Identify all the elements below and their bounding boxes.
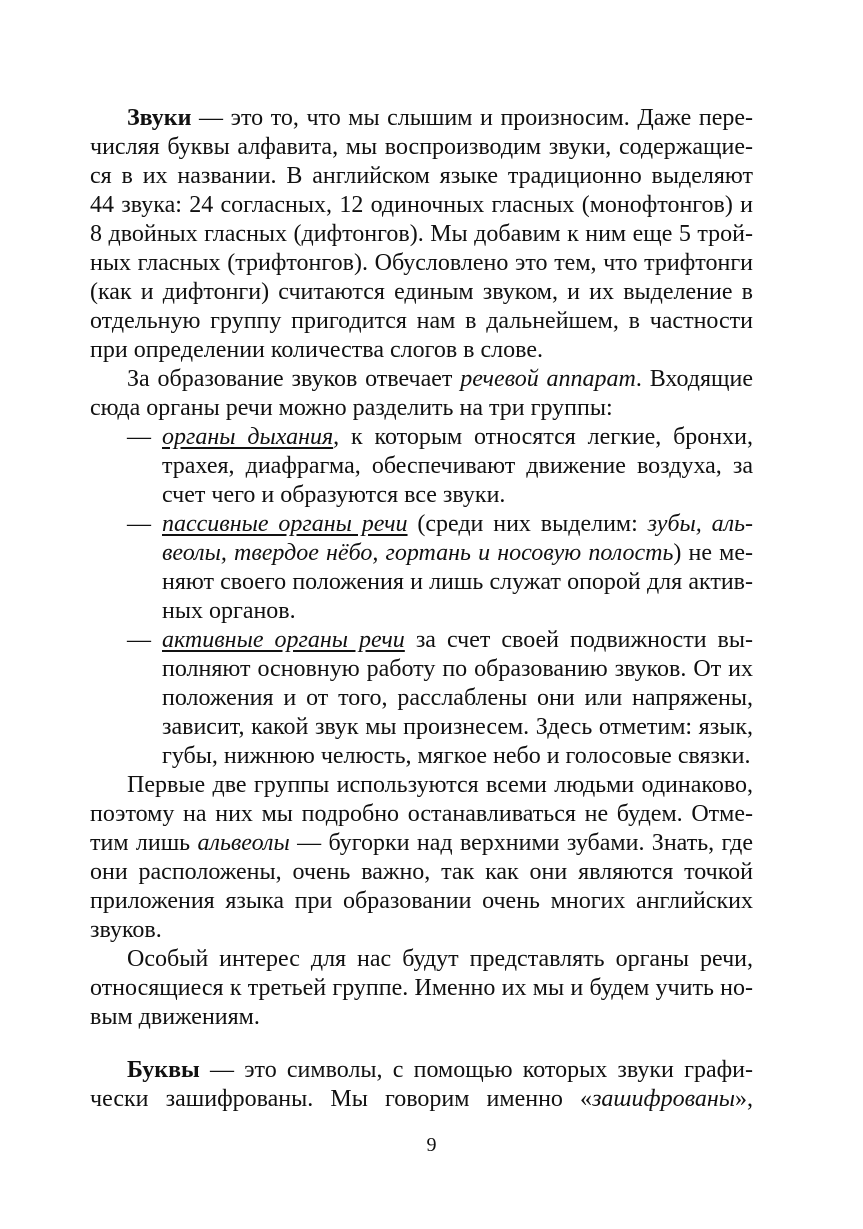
text-line: зависит, какой звук мы произнесем. Здесь отметим: язык, (162, 714, 753, 740)
term-active-organs: активные органы речи (162, 627, 405, 653)
list-dash: — (127, 511, 151, 537)
text-line: 44 звука: 24 согласных, 12 одиночных гласных (монофтонгов) и (90, 192, 753, 218)
text-line: Звуки — это то, что мы слышим и произносим. Даже пере- (127, 105, 753, 131)
text-line: ных органов. (162, 598, 296, 624)
text-line: отдельную группу пригодится нам в дальнейшем, в частности (90, 308, 753, 334)
term-speech-apparatus: речевой аппарат (460, 366, 636, 392)
text-line: активные органы речи за счет своей подвижности вы- (162, 627, 754, 653)
term-passive-organs: пассивные органы речи (162, 511, 408, 537)
text-line: при определении количества слогов в слове. (90, 337, 543, 363)
text-line: поэтому на них мы подробно останавливаться не будем. Отме- (90, 801, 753, 827)
list-dash: — (127, 424, 151, 450)
text-line: приложения языка при образовании очень многих английских (90, 888, 753, 914)
text-line: трахея, диафрагма, обеспечивают движение воздуха, за (162, 453, 753, 479)
text-line: Особый интерес для нас будут представлять органы речи, (127, 946, 753, 972)
text-line: положения и от того, расслаблены они или напряжены, (162, 685, 753, 711)
text-line: сюда органы речи можно разделить на три группы: (90, 395, 613, 421)
text-line: счет чего и образуются все звуки. (162, 482, 506, 508)
text-line: чески зашифрованы. Мы говорим именно «зашифрованы», (90, 1086, 753, 1112)
text-line: они расположены, очень важно, так как они являются точкой (90, 859, 753, 885)
term-bukvy: Буквы (127, 1057, 200, 1083)
text-line: звуков. (90, 917, 162, 943)
text-line: органы дыхания, к которым относятся легкие, бронхи, (162, 424, 753, 450)
text-line: Буквы — это символы, с помощью которых звуки графи- (127, 1057, 753, 1083)
text-line: губы, нижнюю челюсть, мягкое небо и голосовые связки. (162, 743, 751, 769)
text-line: Первые две группы используются всеми людьми одинаково, (127, 772, 753, 798)
text-line: относящиеся к третьей группе. Именно их мы и будем учить но- (90, 975, 753, 1001)
text-line: (как и дифтонги) считаются единым звуком, и их выделение в (90, 279, 753, 305)
text-line: За образование звуков отвечает речевой аппарат. Входящие (127, 366, 753, 392)
text-line: ных гласных (трифтонгов). Обусловлено это тем, что трифтонги (90, 250, 753, 276)
page-number: 9 (426, 1134, 437, 1156)
text-line: числяя буквы алфавита, мы воспроизводим звуки, содержащие- (90, 134, 753, 160)
text-line: няют своего положения и лишь служат опорой для актив- (162, 569, 753, 595)
list-dash: — (127, 627, 151, 653)
text-line: ся в их названии. В английском языке традиционно выделяют (90, 163, 753, 189)
term-alveoli: альвеолы (197, 830, 290, 856)
text-line: пассивные органы речи (среди них выделим: зубы, аль- (162, 511, 754, 537)
text-line: веолы, твердое нёбо, гортань и носовую полость) не ме- (162, 540, 753, 566)
text-line: полняют основную работу по образованию звуков. От их (162, 656, 753, 682)
text-line: тим лишь альвеолы — бугорки над верхними зубами. Знать, где (90, 830, 754, 856)
term-zvuki: Звуки (127, 105, 192, 131)
text-line: 8 двойных гласных (дифтонгов). Мы добавим к ним еще 5 трой- (90, 221, 753, 247)
term-breathing-organs: органы дыхания (162, 424, 334, 450)
text-line: вым движениям. (90, 1004, 260, 1030)
